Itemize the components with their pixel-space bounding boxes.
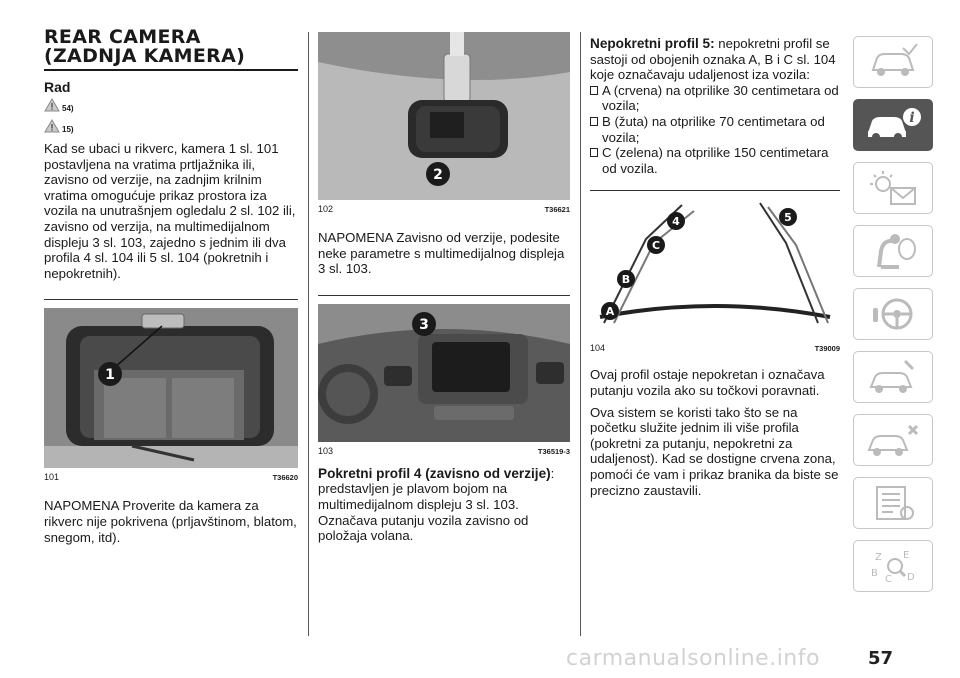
tab-vehicle-info[interactable] <box>853 99 933 151</box>
svg-text:A: A <box>605 305 615 319</box>
profile-4-heading: Pokretni profil 4 (zavisno od verzije) <box>318 465 551 481</box>
profile-4-text: : predstavljen je plavom bojom na multimedijalnom displeju 3 sl. 103. Označava putanju vozila zavisno od položaja volana. <box>318 465 555 544</box>
note-paragraph: NAPOMENA Proverite da kamera za rikverc nije pokrivena (prljavštinom, blatom, snegom, itd). <box>44 498 297 545</box>
tab-warning-lights[interactable] <box>853 162 933 214</box>
alphabet-index-icon <box>865 546 921 586</box>
paragraph-profile-static: Ovaj profil ostaje nepokretan i označava putanju vozila ako su točkovi poravnati. <box>590 367 825 398</box>
profile-5-paragraph <box>590 36 840 83</box>
tab-emergency[interactable] <box>853 351 933 403</box>
column-divider <box>580 32 581 636</box>
marker-c <box>647 236 665 254</box>
warning-reference <box>44 98 298 116</box>
warning-link[interactable]: 54) <box>62 104 74 113</box>
paragraph-usage: Ova sistem se koristi tako što se na početku služite jednim ili više profila (pokretni za putanju, nepokretni za udaljenost). Kad se dostigne crvena zona, pomoći će vam i prikaz branika da biste se precizno zaustavili. <box>590 404 839 498</box>
distance-item-a: A (crvena) na otprilike 30 centimetara od vozila; <box>590 83 840 114</box>
warning-reference <box>44 119 298 137</box>
figure-code: T36620 <box>272 473 298 483</box>
figure-104-image <box>590 199 840 339</box>
bullet-box-icon <box>590 86 598 95</box>
figure-103-image <box>318 304 570 442</box>
column-3 <box>590 36 840 498</box>
tab-maintenance[interactable] <box>853 414 933 466</box>
figure-rule <box>44 299 298 300</box>
car-checklist-icon <box>865 42 921 82</box>
warning-link[interactable]: 15) <box>62 125 74 134</box>
callout-2: 2 <box>433 167 443 183</box>
profile-4-paragraph <box>318 466 570 544</box>
warning-triangle-icon <box>44 98 60 112</box>
callout-3: 3 <box>419 316 429 333</box>
figure-104-caption <box>590 343 840 353</box>
figure-101-caption <box>44 472 298 482</box>
svg-text:B: B <box>871 568 878 579</box>
profile-5-heading: Nepokretni profil 5: <box>590 36 715 51</box>
marker-b <box>617 270 635 288</box>
steering-wheel-icon <box>865 294 921 334</box>
figure-number: 103 <box>318 445 334 456</box>
section-title: REAR CAMERA (ZADNJA KAMERA) <box>44 26 246 67</box>
car-tools-icon <box>865 420 921 460</box>
figure-number: 102 <box>318 204 334 214</box>
tab-starting-driving[interactable] <box>853 288 933 340</box>
svg-text:Z: Z <box>875 552 882 563</box>
figure-102-caption <box>318 204 570 214</box>
car-info-icon <box>864 105 922 145</box>
bullet-box-icon <box>590 117 598 126</box>
svg-text:5: 5 <box>784 211 792 225</box>
profile-5-text: nepokretni profil se sastoji od obojenih oznaka A, B i C sl. 104 koje označavaju udaljenost iza vozila: <box>590 36 836 83</box>
marker-a <box>601 302 619 320</box>
tab-safety[interactable] <box>853 225 933 277</box>
svg-text:4: 4 <box>672 215 680 229</box>
page-number: 57 <box>868 648 894 669</box>
column-1 <box>44 28 298 545</box>
chapter-tabs <box>853 36 933 603</box>
tab-technical-data[interactable] <box>853 477 933 529</box>
svg-text:B: B <box>621 273 631 287</box>
distance-item-c: C (zelena) na otprilike 150 centimetara od vozila. <box>590 145 840 176</box>
svg-text:D: D <box>907 572 915 583</box>
figure-101-image <box>44 308 298 468</box>
svg-text:i: i <box>909 110 915 126</box>
svg-text:E: E <box>903 550 910 561</box>
subsection-title: Rad <box>44 79 71 95</box>
callout-1: 1 <box>105 367 115 384</box>
figure-rule <box>590 190 840 191</box>
tab-index[interactable] <box>853 540 933 592</box>
title-underline <box>44 69 298 71</box>
figure-103-caption <box>318 446 570 456</box>
svg-text:C: C <box>885 574 892 585</box>
svg-text:C: C <box>651 239 661 253</box>
watermark: carmanualsonline.info <box>566 646 820 671</box>
bullet-box-icon <box>590 148 598 157</box>
figure-code: T36621 <box>544 205 570 214</box>
figure-number: 104 <box>590 343 606 354</box>
figure-102-image <box>318 32 570 200</box>
specifications-list-icon <box>865 483 921 523</box>
intro-paragraph: Kad se ubaci u rikverc, kamera 1 sl. 101 postavljena na vratima prtljažnika ili, zavisno od verzije, na zadnjim krilnim vratima omogućuje prikaz prostora iza vozila na unutrašnjem ogledalu 2 sl. 102 ili, zavisno od verzija, na multimedijalnom displeju 3 sl. 103, zajedno s jednim ili dva profila 4 sl. 104 ili 5 sl. 104 (pokretnih i nepokretnih). <box>44 141 296 281</box>
warning-lights-mail-icon <box>865 168 921 208</box>
figure-code: T39009 <box>814 344 840 354</box>
car-wrench-icon <box>865 357 921 397</box>
marker-5 <box>779 208 797 226</box>
figure-number: 101 <box>44 472 60 483</box>
warning-triangle-icon <box>44 119 60 133</box>
figure-code: T36519-3 <box>537 446 570 456</box>
marker-4 <box>667 212 685 230</box>
seat-airbag-icon <box>865 231 921 271</box>
note-paragraph: NAPOMENA Zavisno od verzije, podesite neke parametre s multimedijalnog displeja 3 sl. 103. <box>318 230 565 277</box>
distance-item-b: B (žuta) na otprilike 70 centimetara od vozila; <box>590 114 840 145</box>
figure-rule <box>318 295 570 296</box>
tab-dashboard-controls[interactable] <box>853 36 933 88</box>
column-divider <box>308 32 309 636</box>
column-2 <box>318 28 570 544</box>
